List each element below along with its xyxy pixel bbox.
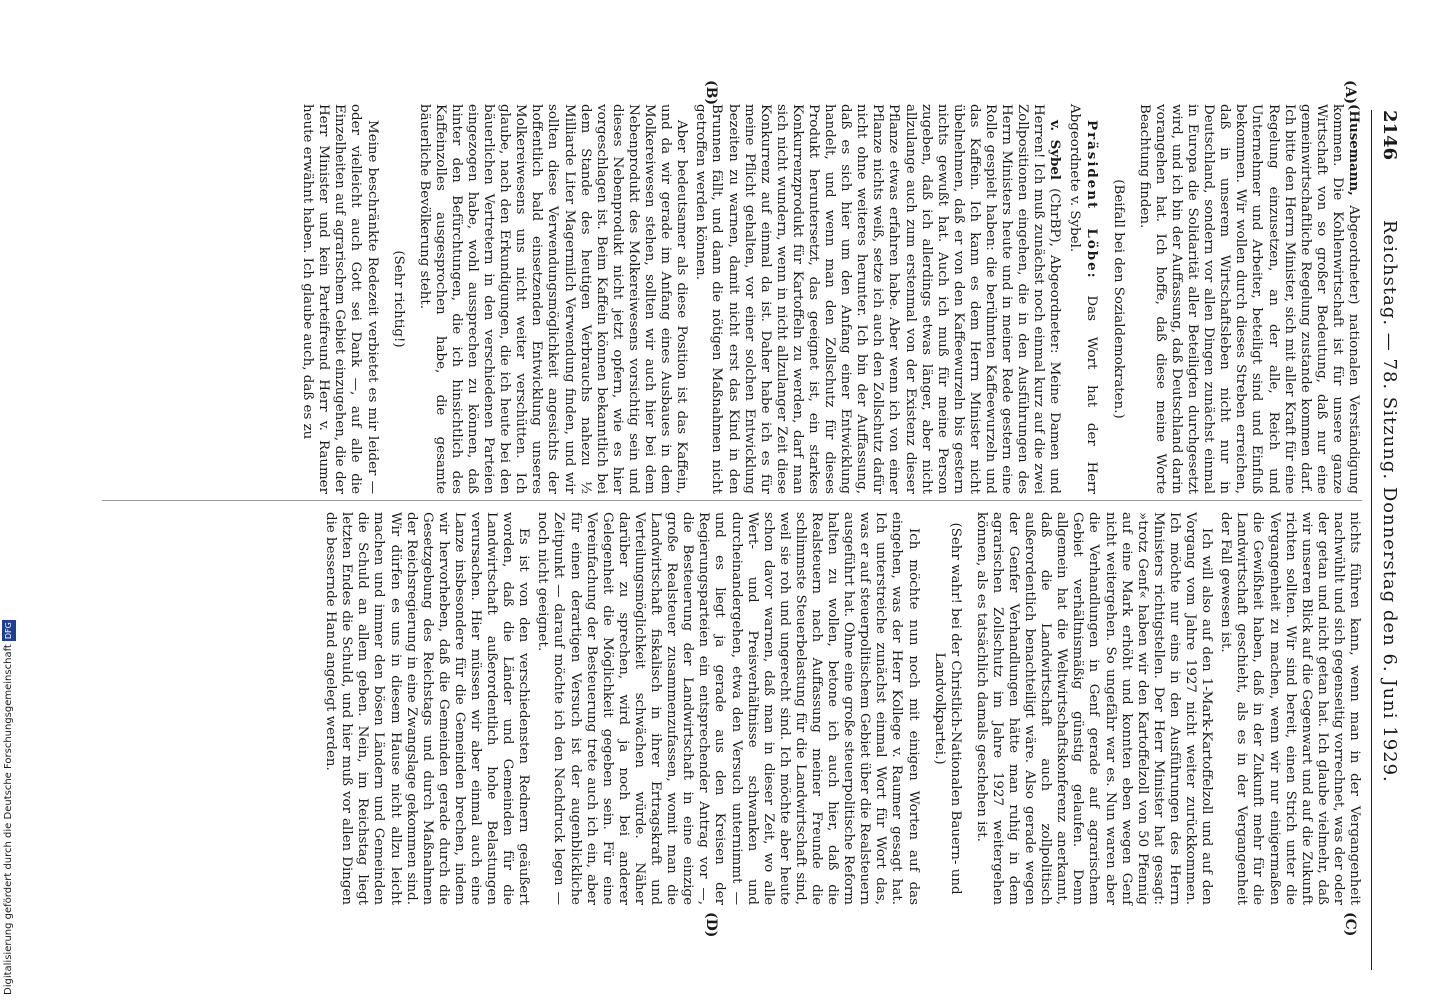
margin-mark-c: (C): [1342, 912, 1358, 937]
paragraph: Aber bedeutsamer als diese Position ist das Kaffein, und da wir gerade im Anfang eines Ausbaues in dem Molkereiwesen stehen, sollten wir auch hier bei dem Nebenprodukt des Molkereiwesens vorsichtig sein und dieses Nebenprodukt nicht jetzt opfern, wie es hier vorgeschlagen ist. Beim Kaffein können bekanntlich bei dem Stande des heutigen Verbrauchs nahezu ½ Milliarde Liter Magermilch Verwendung finden, und wir sollten diese Verwendungsmöglichkeit angesichts der hoffentlich bald einsetzenden Entwicklung unseres Molkereiwesens uns nicht weiter verschütten. Ich glaube, nach den Erkundigungen, die ich heute bei den bäuerlichen Vertretern in den verschiedenen Parteien eingezogen habe, wohl aussprechen zu können, daß hinter den Befürchtungen, die ich hinsichtlich des Kaffeinzolles ausgesprochen habe, die gesamte bäuerliche Bevölkerung steht.: [416, 104, 690, 494]
margin-mark-d: (D): [703, 912, 719, 938]
paragraph: Ich möchte nun noch mit einigen Worten auf das eingehen, was der Herr Kollege v. Raumer gesagt hat. Ich unterstreiche zunächst einmal Wort für Wort das, was er auf steuerpolitischem Gebiet über die Realsteuern ausgeführt hat. Ohne eine große steuerpolitische Reform halten zu wollen, betone ich auch hier, daß die Realsteuern nach Auffassung meiner Freunde die schlimmste Steuerbelastung für die Landwirtschaft sind, weil sie roh und ungerecht sind. Ich möchte aber heute schon davor warnen, daß man in dieser Zeit, wo alle Wert- und Preisverhältnisse schwanken und durcheinandergehen, etwa den Versuch unternimmt — und es liegt ja gerade aus den Kreisen der Regierungsparteien ein entsprechender Antrag vor —, die Besteuerung der Landwirtschaft in eine einzige große Realsteuer zusammenzufassen, womit man die Landwirtschaft fiskalisch in ihrer Ertragskraft und Verteilungsmöglichkeit schwächen würde. Näher darüber zu sprechen, wird ja noch bei anderer Gelegenheit die Möglichkeit gegeben sein. Für eine Vereinfachung der Besteuerung trete auch ich ein, aber für einen derartigen Versuch ist der augenblickliche Zeitpunkt — darauf möchte ich den Nachdruck legen — noch nicht geeignet.: [535, 512, 921, 905]
paragraph-text: nationalen Verständigung kommen. Die Kohlenwirtschaft ist für unsere ganze Wirtschaft von so großer Bedeutung, daß nur eine gemeinwirtschaftliche Regelung zustande kommen darf. Ich bitte den Herrn Minister, sich mit aller Kraft für eine Regelung einzusetzen, an der alle, Reich und Unternehmer und Arbeiter, beteiligt sind und Einfluß bekommen. Wir wollen durch dieses Streben erreichen, daß in unserem Wirtschaftsleben nicht nur in Deutschland, sondern vor allen Dingen zunächst einmal in Europa die Solidarität aller Beteiligten durchgesetzt wird, und ich bin der Auffassung, daß Deutschland darin vorangehen hat. Ich hoffe, daß diese meine Worte Beachtung finden.: [1136, 104, 1361, 494]
speaker-role: Abgeordneter): [1346, 205, 1361, 305]
left-column: [296, 104, 1362, 494]
speaker-name: (Husemann,: [1346, 104, 1362, 196]
page-header: [1371, 110, 1404, 970]
paragraph: Ich will also auf den 1-Mark-Kartoffelzoll und auf den Vorgang vom Jahre 1927 nicht weiter zurückkommen. Ich möchte nur eins in den Ausführungen des Herrn Ministers richtigstellen. Der Herr Minister hat gesagt: »trotz Genf« haben wir den Kartoffelzoll von 50 Pfennig auf eine Mark erhöht und konnten eben wegen Genf nicht weitergehen. So ungefähr war es. Nun waren aber die Verhandlungen in Genf gerade auf agrarischem Gebiet verhältnismäßig günstig gelaufen. Denn allgemein hat die Weltwirtschaftskonferenz anerkannt, daß die Landwirtschaft auch zollpolitisch außerordentlich benachteiligt wäre. Also gerade wegen der Genfer Verhandlungen hätte man ruhig in dem agrarischen Zollschutz im Jahre 1927 weitergehen können, als es tatsächlich damals geschehen ist.: [973, 512, 1215, 905]
credit-text: Digitalisierung gefördert durch die Deutsche Forschungsgemeinschaft: [3, 644, 14, 995]
speaker-name: Präsident Löbe:: [1083, 120, 1100, 280]
paragraph: [1136, 104, 1362, 494]
interjection: (Sehr wahr! bei der Christlich-Nationalen Bauern- und Landvolkpartei.): [931, 522, 963, 895]
paragraph: [1066, 104, 1099, 494]
margin-mark-a: (A): [1342, 80, 1358, 105]
page-number: 2146: [1379, 110, 1400, 161]
paragraph: Es ist von den verschiedensten Rednern geäußert worden, daß die Länder und Gemeinden für die Landwirtschaft außerordentlich hohe Belastungen verursachen. Hier müssen wir aber einmal auch eine Lanze insbesondere für die Gemeinden brechen, indem wir hervorheben, daß die Gemeinden gerade durch die Gesetzgebung des Reichstags und durch Maßnahmen der Reichsregierung in eine Zwangslage gekommen sind. Wir dürfen es uns in diesem Hause nicht allzu leicht machen und immer den bösen Ländern und Gemeinden die Schuld an allem geben. Nein, im Reichstag liegt letzten Endes die Schuld, und hier muß vor allen Dingen die bessernde Hand angelegt werden.: [323, 512, 532, 905]
paragraph-text: (ChrBP), Abgeordneter: Meine Damen und Herren! Ich muß zunächst noch einmal kurz auf die zwei Zollpositionen eingehen, die in den Ausführungen des Herrn Ministers heute und in meiner Rede gestern eine Rolle gespielt haben: die berühmten Kaffeewurzeln und das Kaffein. Ich kann es dem Herrn Minister nicht übelnehmen, daß er von den Kaffeewurzeln bis gestern nichts gewußt hat. Auch ich muß für meine Person zugeben, daß ich allerdings etwas länger, aber nicht allzulange auch zum erstenmal von der Existenz dieser Pflanze etwas erfahren habe. Aber wenn ich von einer Pflanze nichts weiß, setze ich auch den Zollschutz dafür nicht ohne weiteres herunter. Ich bin der Auffassung, daß es sich hier um den Anfang einer Entwicklung handelt, und wenn man den Zollschutz für dieses Produkt heruntersetzt, das geeignet ist, ein starkes Konkurrenzprodukt für Kartoffeln zu werden, darf man sich nicht wundern, wenn in nicht allzulanger Zeit diese Konkurrenz auf einmal da ist. Daher habe ich es für meine Pflicht gehalten, vor einer solchen Entwicklung bezeiten zu warnen, damit nicht erst das Kind in den Brunnen fällt, und dann die nötigen Maßnahmen nicht getroffen werden können.: [693, 104, 1063, 494]
paragraph: Meine beschränkte Redezeit verbietet es mir leider — oder vielleicht auch Gott sei Dank —, auf alle die Einzelheiten auf agrarischem Gebiet einzugehen, die der Herr Minister und kein Parteifreund Herr v. Raumer heute erwähnt haben. Ich glaube auch, daß es zu: [300, 104, 380, 494]
margin-mark-b: (B): [703, 80, 719, 106]
paragraph: [692, 104, 1063, 494]
interjection: (Beifall bei den Sozialdemokraten.): [1110, 179, 1126, 419]
right-column: [319, 512, 1362, 905]
speaker-name: v. Sybel: [1047, 120, 1064, 180]
paragraph-text: Das Wort hat der Herr Abgeordnete v. Sybel.: [1067, 104, 1099, 494]
dfg-logo: DFG: [2, 620, 16, 641]
interjection: (Sehr richtig!): [390, 250, 406, 348]
column-divider: [102, 500, 1362, 501]
paragraph: nichts führen kann, wenn man in der Vergangenheit nachwühlt und sich gegenseitig vorrechnet, was der oder der getan und nicht getan hat. Ich glaube vielmehr, daß wir unseren Blick auf die Gegenwart und auf die Zukunft richten sollten. Wir sind bereit, einen Strich unter die Vergangenheit zu machen, wenn wir nur einigermaßen die Gewißheit haben, daß in der Zukunft mehr für die Landwirtschaft geschieht, als es in der Vergangenheit der Fall gewesen ist.: [1218, 512, 1362, 905]
page-title: Reichstag. — 78. Sitzung. Donnerstag den 6. Juni 1929.: [1379, 220, 1400, 783]
